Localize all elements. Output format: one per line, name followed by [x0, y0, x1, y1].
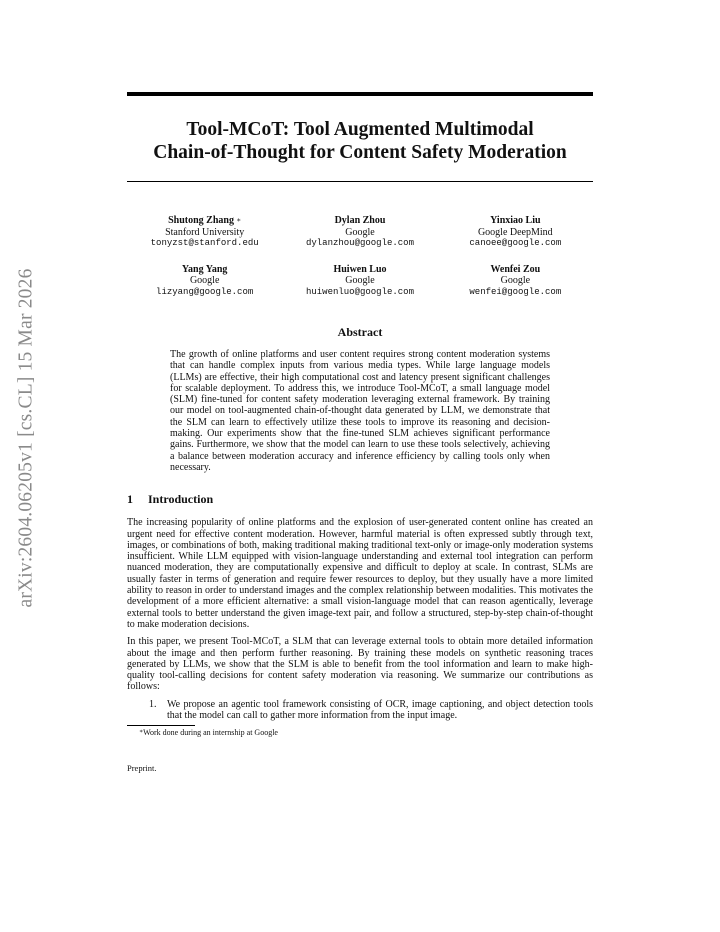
footnote [139, 728, 593, 737]
author-affiliation: Stanford University [165, 226, 245, 238]
author-name: Shutong Zhang [168, 215, 234, 226]
author-entry [438, 215, 593, 250]
footnote-text: Work done during an internship at Google [143, 728, 278, 738]
author-name: Huiwen Luo [333, 263, 387, 275]
author-email: huiwenluo@google.com [305, 286, 414, 297]
paper-title [127, 96, 593, 181]
author-email: lizyang@google.com [156, 286, 254, 297]
arxiv-stamp [14, 258, 40, 618]
author-email: dylanzhou@google.com [305, 238, 414, 248]
author-affiliation: Google DeepMind [477, 226, 553, 238]
author-name: Yinxiao Liu [490, 215, 541, 226]
title-bottom-rule [127, 181, 593, 182]
author-entry [127, 215, 282, 250]
author-name: Dylan Zhou [334, 215, 386, 226]
abstract-heading: Abstract [337, 325, 383, 339]
footnote-rule [127, 725, 195, 726]
author-email: wenfei@google.com [469, 286, 562, 297]
preprint-label: Preprint. [127, 763, 157, 774]
intro-paragraph: The increasing popularity of online platforms and the explosion of user-generated content online has created an urgent need for effective content moderation. However, harmful material is often expressed subtly through text, images, or combinations of both, making traditional making traditional text-only or image-only moderation systems insufficient. While LLM equipped with vision-language understanding and external tool integration can perform nuanced moderation, they are computationally expensive and difficult to deploy at scale. In contrast, SLMs are usually faster in terms of generation and require fewer resources to deploy, but they usually have a more limited ability to reason in order to understand images and the complex relationship between modalities. This motivates the development of a more efficient alternative: a small vision-language model that can reason agentically, leverage external tools to better understand the given image-text pair, and follow a structured, step-by-step chain-of-thought to make moderation decisions. [127, 517, 593, 630]
author-affiliation: Google [500, 275, 531, 286]
author-footnote-mark: ∗ [236, 216, 242, 224]
paper-page [127, 92, 593, 773]
author-name: Yang Yang [181, 263, 228, 275]
contribution-item [149, 699, 593, 722]
author-email: tonyzst@stanford.edu [150, 238, 259, 248]
author-entry [282, 264, 437, 299]
arxiv-stamp-text: arXiv:2604.06205v1 [cs.CL] 15 Mar 2026 [16, 268, 37, 608]
author-entry [282, 215, 437, 250]
abstract-text: The growth of online platforms and user content requires strong content moderation systems that can handle complex inputs from various media types. While large language models (LLMs) are effective, their high computational cost and latency present significant challenges for scalable deployment. To address this, we introduce Tool-MCoT, a small language model (SLM) fine-tuned for content safety moderation leveraging external framework. By training our model on tool-augmented chain-of-thought data generated by LLM, we demonstrate that the SLM can learn to effectively utilize these tools to improve its reasoning and decision-making. Our experiments show that the fine-tuned SLM achieves significant performance gains. Furthermore, we show that the model can learn to use these tools selectively, achieving a balance between moderation accuracy and inference efficiency by calling tools only when necessary. [170, 349, 550, 473]
intro-paragraph: In this paper, we present Tool-MCoT, a SLM that can leverage external tools to obtain more detailed information about the image and then perform further reasoning. By training these models on synthetic reasoning traces generated by LLMs, we show that the SLM is able to benefit from the tool information and learn to make high-quality tool-calling decisions for content safety moderation via reasoning. We summarize our contributions as follows: [127, 636, 593, 693]
author-email: canoee@google.com [469, 238, 562, 248]
section-title: Introduction [148, 492, 214, 507]
author-affiliation: Google [345, 226, 375, 238]
title-line: Chain-of-Thought for Content Safety Moderation [153, 142, 567, 163]
contribution-number: 1. [149, 698, 157, 710]
author-name: Wenfei Zou [490, 263, 541, 275]
author-affiliation: Google [189, 275, 220, 286]
section-number: 1 [127, 492, 133, 507]
author-entry [127, 264, 282, 299]
author-entry [438, 264, 593, 299]
footnote-mark: ∗ [139, 729, 144, 736]
contribution-text: We propose an agentic tool framework consisting of OCR, image captioning, and object detection tools that the model can call to gather more information from the input image. [167, 698, 593, 722]
author-affiliation: Google [345, 275, 375, 286]
title-line: Tool-MCoT: Tool Augmented Multimodal [186, 119, 534, 140]
author-block [127, 215, 593, 298]
section-heading-introduction [127, 492, 593, 507]
